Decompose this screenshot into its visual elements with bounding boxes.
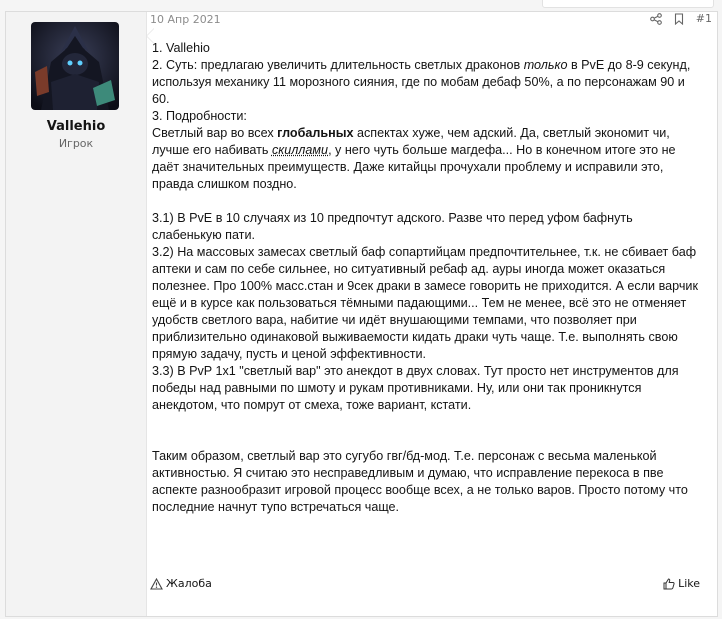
top-strip bbox=[0, 0, 722, 10]
warning-icon bbox=[150, 578, 163, 590]
line-2-c: в PvE до 8-9 секунд, используя механику 11 морозного сияния, где по мобам дебаф 50%, а по персонажам 90 и 60. bbox=[152, 58, 691, 106]
username[interactable]: Vallehio bbox=[46, 119, 106, 134]
line-2 bbox=[152, 57, 700, 108]
line-2-a: 2. Суть: предлагаю увеличить длительность светлых драконов bbox=[152, 58, 524, 72]
post-footer bbox=[150, 575, 705, 595]
p1-skills: скиллами bbox=[271, 143, 329, 157]
p1-bold: глобальных bbox=[277, 126, 354, 140]
paragraph-conclusion: Таким образом, светлый вар это сугубо гвг/бд-мод. Т.е. персонаж с весьма маленькой активностью. Я считаю это несправедливым и думаю, что исправление перекоса в пве аспекте разнообразит игровой процесс вообще всех, а не только варов. Просто потому что последние начнут тупо встречаться чаще. bbox=[152, 449, 688, 514]
post-actions bbox=[650, 12, 712, 25]
paragraph-3-3: 3.3) В PvP 1x1 "светлый вар" это анекдот в двух словах. Тут просто нет инструментов для победы над равными по шмоту и рукам противниками. Ну, или они так проникнутся анекдотом, что помрут от смеха, тоже вариант, кстати. bbox=[152, 364, 679, 412]
p1-c: аспектах хуже, чем адский. Да, светлый экономит чи, лучше его набивать bbox=[152, 126, 670, 157]
report-button[interactable] bbox=[150, 577, 212, 590]
avatar[interactable] bbox=[31, 22, 119, 110]
line-1: 1. Vallehio bbox=[152, 41, 210, 55]
line-2-emph: только bbox=[523, 58, 568, 72]
post-body bbox=[152, 40, 700, 516]
post-date[interactable]: 10 Апр 2021 bbox=[150, 13, 221, 26]
user-pane bbox=[6, 12, 147, 616]
thumbs-up-icon bbox=[663, 578, 675, 590]
p1-a: Светлый вар во всех bbox=[152, 126, 278, 140]
post-number[interactable]: #1 bbox=[695, 12, 712, 25]
like-label: Like bbox=[678, 577, 700, 590]
like-button[interactable] bbox=[663, 577, 700, 590]
share-icon[interactable] bbox=[650, 13, 662, 25]
p1-e: , у него чуть больше магдефа... Но в конечном итоге это не даёт значительных преимуществ. Даже китайцы прочухали проблему и исправили это, правда слишком поздно. bbox=[152, 143, 676, 191]
paragraph-details bbox=[152, 125, 700, 193]
bookmark-icon[interactable] bbox=[674, 13, 684, 25]
top-chip bbox=[542, 0, 714, 8]
paragraph-3-1: 3.1) В PvE в 10 случаях из 10 предпочтут адского. Разве что перед уфом бафнуть слабенькую пати. bbox=[152, 211, 633, 242]
line-3: 3. Подробности: bbox=[152, 109, 247, 123]
report-label: Жалоба bbox=[166, 577, 212, 590]
paragraph-3-2: 3.2) На массовых замесах светлый баф сопартийцам предпочтительнее, т.к. не сбивает баф аптеки и сам по себе сильнее, но ситуативный ребаф ад. ауры иногда может оказаться полезнее. Про 100% масс.стан и 9сек драки в замесе говорить не приходится. А если варчик ещё и в курсе как пользоваться тёмными падающими... Тем не менее, всё это не отменяет удобств светлого вара, набитие чи идёт внушающими темпами, что позволяет при приблизительно одинаковой выживаемости кидать драки чуть чаще. Т.е. выполнять свою прямую задачу, пусть и ценой эффективности. bbox=[152, 245, 698, 361]
user-title: Игрок bbox=[58, 137, 94, 150]
